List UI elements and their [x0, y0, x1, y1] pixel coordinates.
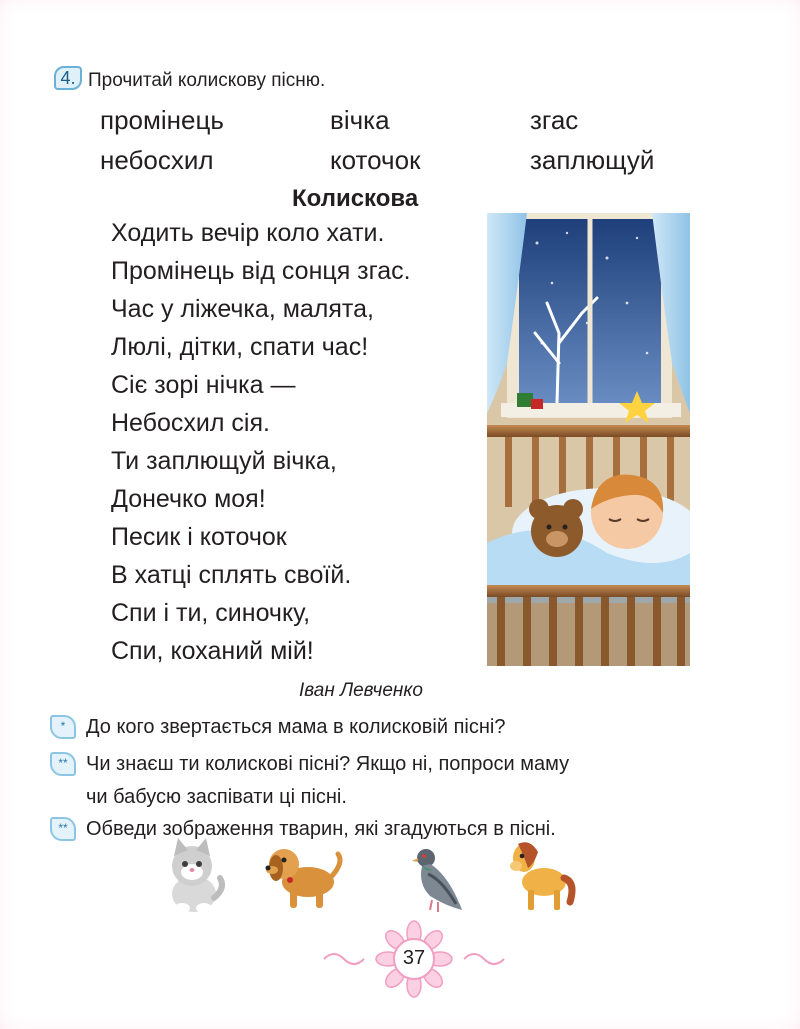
word: коточок: [330, 145, 421, 175]
question-text: Обведи зображення тварин, які згадуються в пісні.: [86, 818, 556, 840]
poem-author: Іван Левченко: [299, 680, 423, 701]
sleeping-child-illustration: [487, 213, 690, 666]
difficulty-star-icon: **: [50, 752, 76, 776]
page-number: 37: [402, 947, 426, 969]
textbook-page: [14, 14, 786, 1015]
word: заплющуй: [530, 145, 655, 175]
pony-icon[interactable]: [504, 838, 576, 914]
poem-line: В хатці сплять своїй.: [111, 561, 352, 589]
question-text: Чи знаєш ти колискові пісні? Якщо ні, попроси маму: [86, 753, 570, 775]
pigeon-icon[interactable]: [412, 844, 464, 914]
poem-line: Спи і ти, синочку,: [111, 599, 311, 627]
question-text: До кого звертається мама в колисковій пісні?: [86, 716, 506, 738]
difficulty-star-icon: *: [50, 715, 76, 739]
poem-line: Спи, коханий мій!: [111, 637, 314, 665]
poem-line: Песик і коточок: [111, 523, 287, 551]
page-number-ornament: [314, 919, 514, 999]
task-instruction: Прочитай колискову пісню.: [88, 70, 326, 91]
word: небосхил: [100, 145, 214, 175]
poem-line: Донечко моя!: [111, 485, 266, 513]
poem-title: Колискова: [292, 185, 419, 212]
poem-line: Небосхил сія.: [111, 409, 270, 437]
poem-line: Ходить вечір коло хати.: [111, 219, 385, 247]
word: вічка: [330, 105, 390, 135]
puppy-icon[interactable]: [262, 840, 344, 910]
difficulty-star-icon: **: [50, 817, 76, 841]
word: промінець: [100, 105, 224, 135]
word: згас: [530, 105, 579, 135]
poem-line: Ти заплющуй вічка,: [111, 447, 337, 475]
task-number-badge: 4.: [54, 66, 82, 90]
poem-line: Промінець від сонця згас.: [111, 257, 411, 285]
poem-line: Люлі, дітки, спати час!: [111, 333, 369, 361]
poem-line: Час у ліжечка, малята,: [111, 295, 374, 323]
poem-line: Сіє зорі нічка —: [111, 371, 296, 399]
kitten-icon[interactable]: [160, 838, 226, 914]
question-text-continued: чи бабусю заспівати ці пісні.: [86, 786, 347, 808]
